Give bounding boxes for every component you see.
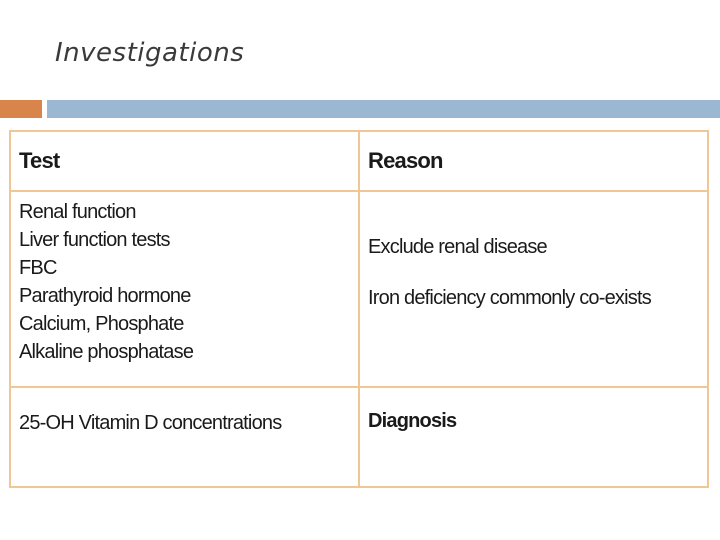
title-accent-bar <box>0 100 42 118</box>
test-item: Alkaline phosphatase <box>19 341 194 363</box>
test-item: Renal function <box>19 201 136 223</box>
title-underline-bar <box>47 100 720 118</box>
table-row-2-test: 25-OH Vitamin D concentrations <box>11 388 360 486</box>
table-row-1-tests <box>11 192 360 388</box>
investigations-table <box>9 130 709 488</box>
test-item: FBC <box>19 257 57 279</box>
reason-item: Exclude renal disease <box>368 236 547 258</box>
test-item: Calcium, Phosphate <box>19 313 184 335</box>
test-item: Parathyroid hormone <box>19 285 191 307</box>
table-row-1-reasons <box>360 192 707 388</box>
slide-title: Investigations <box>55 38 245 68</box>
table-header-test: Test <box>11 132 360 192</box>
table-row-2-reason: Diagnosis <box>368 410 457 432</box>
table-header-reason: Reason <box>360 132 707 192</box>
reason-item: Iron deficiency commonly co-exists <box>368 287 651 309</box>
test-item: Liver function tests <box>19 229 170 251</box>
